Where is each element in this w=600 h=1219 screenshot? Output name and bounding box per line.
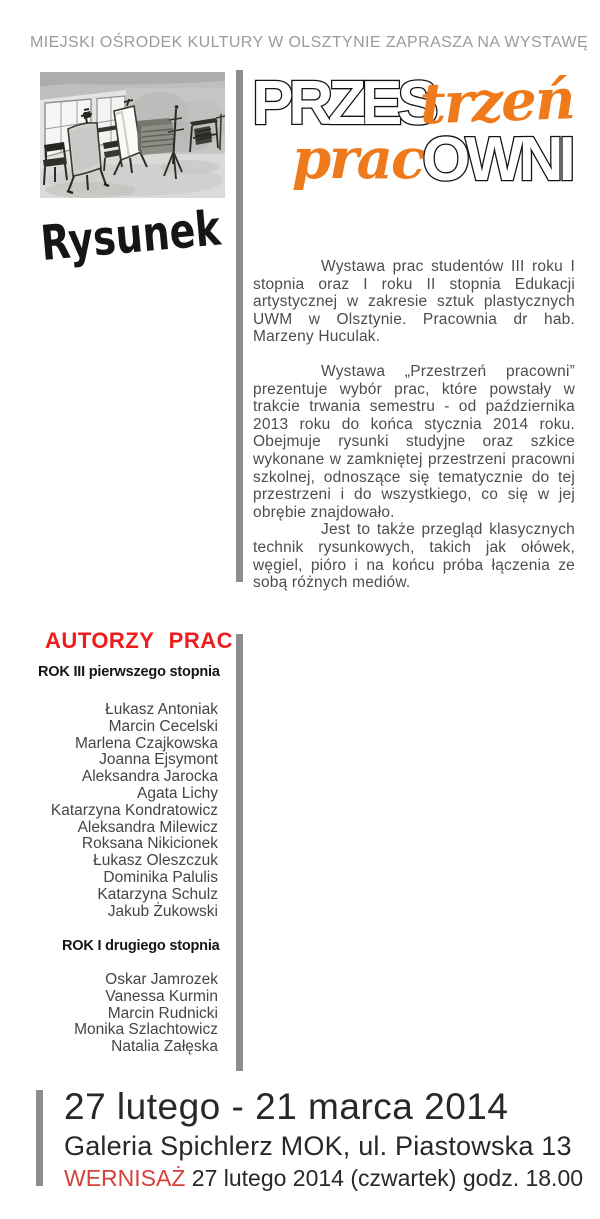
authors-list-year1: [38, 972, 218, 1056]
author-name: Joanna Ejsymont: [99, 751, 218, 769]
author-name: Natalia Załęska: [111, 1038, 218, 1056]
vertical-divider-footer: [36, 1090, 43, 1186]
exhibition-logo: [252, 66, 588, 194]
author-name: Vanessa Kurmin: [105, 987, 218, 1005]
authors-section-title: AUTORZY PRAC: [45, 628, 233, 653]
group-label-year1: ROK I drugiego stopnia: [62, 938, 220, 954]
logo-prac-text: prac: [292, 126, 424, 192]
intro-text-block: [253, 258, 575, 592]
logo-trzen-text: trzeń: [418, 66, 575, 138]
author-name: Oskar Jamrozek: [105, 971, 218, 988]
vernissage-details: 27 lutego 2014 (czwartek) godz. 18.00: [191, 1165, 584, 1191]
author-name: Marcin Cecelski: [108, 717, 218, 735]
vernissage-label: WERNISAŻ: [64, 1165, 186, 1191]
logo-owni-text: OWNI: [422, 125, 571, 194]
author-name: Marlena Czajkowska: [75, 734, 218, 752]
intro-paragraph-2: Wystawa „Przestrzeń pracowni” prezentuje wybór prac, które powstały w trakcie trwania semestru - od października 2013 roku do końca stycznia 2014 roku. Obejmuje rysunki studyjne oraz szkice wykonane w zamkniętej przestrzeni pracowni szkolnej, odnoszące się tematycznie do tej przestrzeni i do wszystkiego, co się w jej obrębie znajdowało.: [253, 362, 575, 521]
author-name: Katarzyna Schulz: [97, 885, 218, 903]
group-label-year3: ROK III pierwszego stopnia: [38, 664, 220, 680]
authors-list-year3: [38, 702, 218, 920]
intro-paragraph-1: Wystawa prac studentów III roku I stopnia oraz I roku II stopnia Edukacji artystycznej w zakresie sztuk plastycznych UWM w Olsztynie. Pracownia dr hab. Marzeny Huculak.: [253, 258, 575, 346]
logo-przes-text: PRZES: [252, 69, 434, 138]
header-invitation-text: MIEJSKI OŚRODEK KULTURY W OLSZTYNIE ZAPRASZA NA WYSTAWĘ: [30, 34, 589, 51]
vernissage-line: [64, 1165, 583, 1192]
vertical-divider-authors: [236, 634, 243, 1071]
author-name: Marcin Rudnicki: [107, 1004, 218, 1022]
author-name: Jakub Żukowski: [107, 902, 218, 920]
author-name: Katarzyna Kondratowicz: [50, 801, 218, 819]
exhibition-dates: 27 lutego - 21 marca 2014: [64, 1086, 509, 1127]
artwork-caption: [38, 196, 271, 272]
author-name: Monika Szlachtowicz: [74, 1021, 218, 1039]
exhibition-venue: Galeria Spichlerz MOK, ul. Piastowska 13: [64, 1131, 572, 1161]
studio-sketch-image: [40, 72, 225, 198]
vertical-divider-top: [236, 70, 243, 582]
rysunek-handwriting-text: Rysunek: [38, 196, 271, 272]
author-name: Łukasz Oleszczuk: [93, 852, 218, 870]
author-name: Aleksandra Milewicz: [77, 818, 218, 836]
author-name: Aleksandra Jarocka: [81, 768, 218, 786]
intro-paragraph-3: Jest to także przegląd klasycznych technik rysunkowych, takich jak ołówek, węgiel, pióro i na końcu próba łączenia ze sobą różnych mediów.: [253, 521, 575, 592]
author-name: Łukasz Antoniak: [105, 701, 218, 718]
author-name: Roksana Nikicionek: [81, 835, 218, 853]
author-name: Agata Lichy: [137, 784, 218, 802]
author-name: Dominika Palulis: [103, 868, 218, 886]
